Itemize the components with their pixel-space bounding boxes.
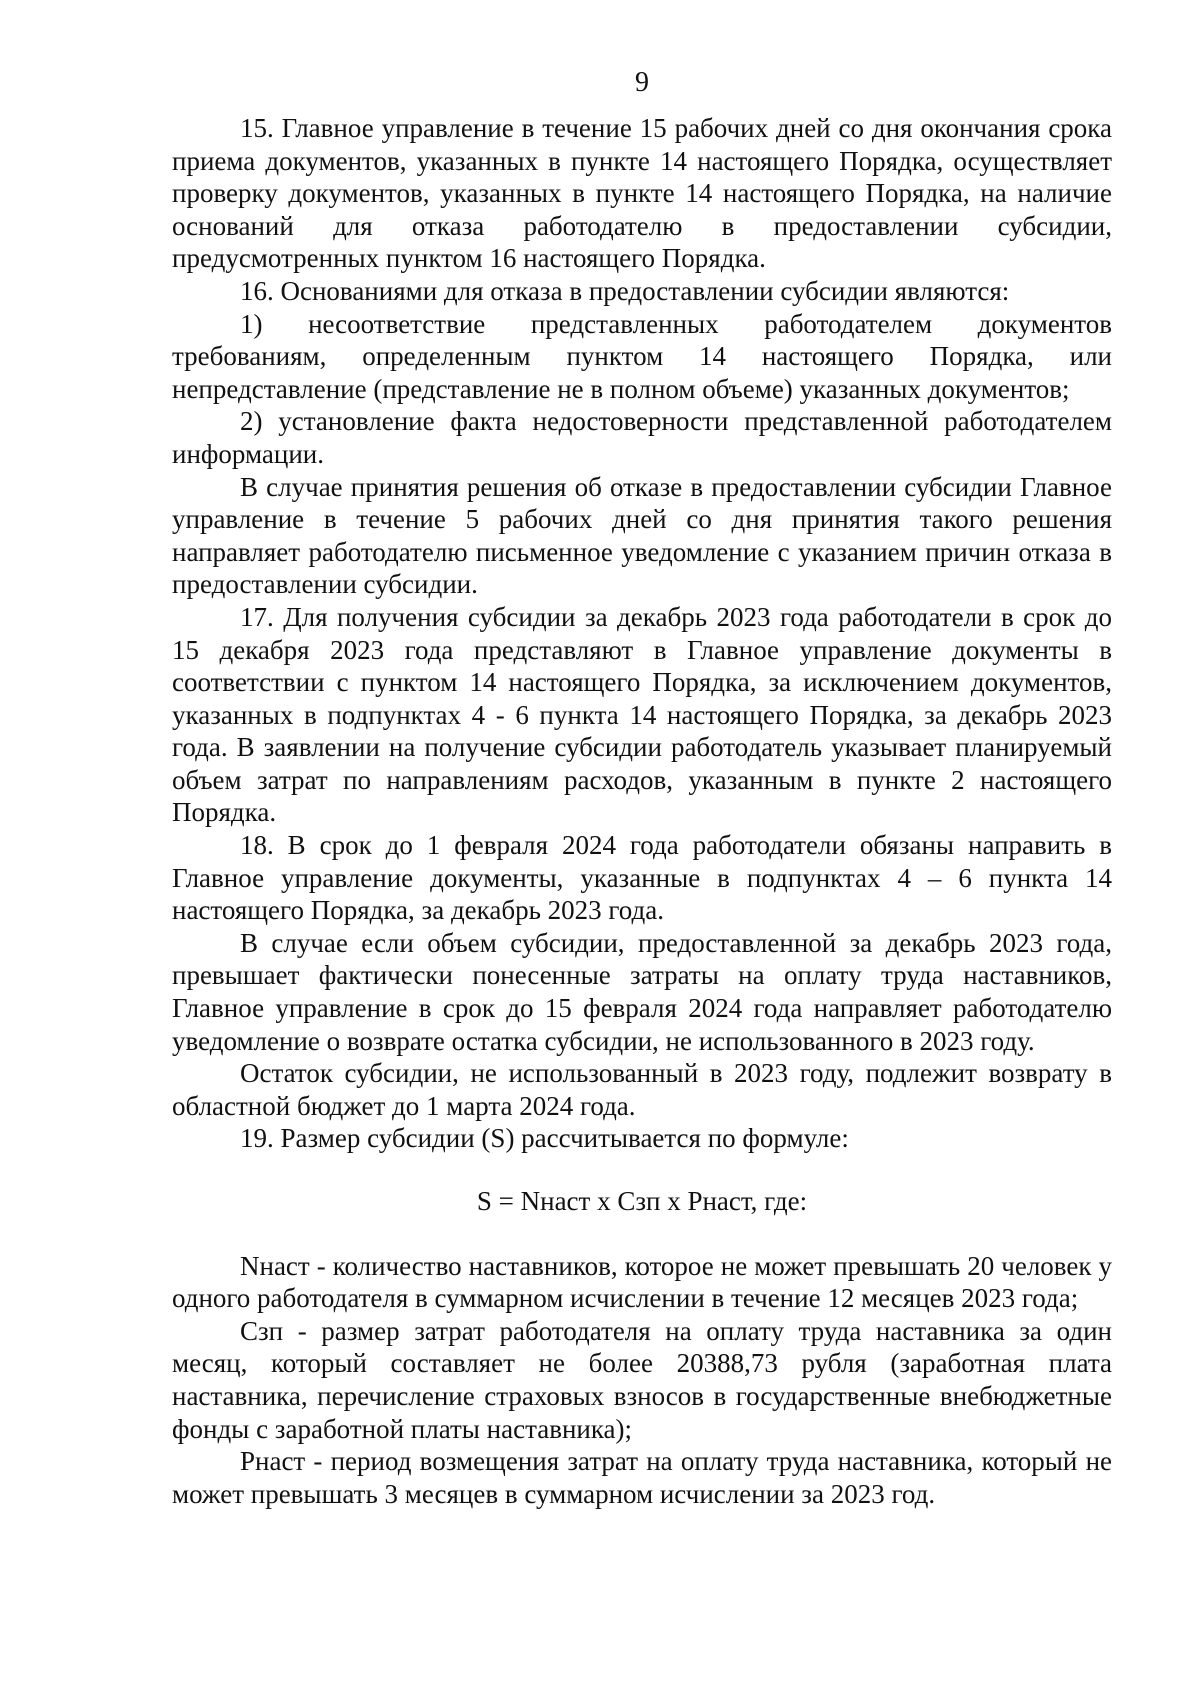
document-page xyxy=(172,60,1112,1510)
paragraph-18-remainder-return: Остаток субсидии, не использованный в 2023 году, подлежит возврату в областной бюджет до 1 марта 2024 года. xyxy=(172,1058,1112,1121)
paragraph-18-excess-notice: В случае если объем субсидии, предоставленной за декабрь 2023 года, превышает фактически понесенные затраты на оплату труда наставников, Главное управление в срок до 15 февраля 2024 года направляет работодателю уведомление о возврате остатка субсидии, не использованного в 2023 году. xyxy=(172,927,1112,1056)
paragraph-16-refusal-notice: В случае принятия решения об отказе в предоставлении субсидии Главное управление в течение 5 рабочих дней со дня принятия такого решения направляет работодателю письменное уведомление с указанием причин отказа в предоставлении субсидии. xyxy=(172,471,1112,600)
paragraph-19: 19. Размер субсидии (S) рассчитывается по формуле: xyxy=(240,1123,849,1154)
paragraph-16: 16. Основаниями для отказа в предоставлении субсидии являются: xyxy=(240,275,1010,306)
subsidy-formula: S = Nнаст x Сзп x Pнаст, где: xyxy=(476,1186,808,1216)
paragraph-16-item-1: 1) несоответствие представленных работодателем документов требованиям, определенным пунктом 14 настоящего Порядка, или непредставление (представление не в полном объеме) указанных документов; xyxy=(172,308,1112,404)
definition-s-zp: Сзп - размер затрат работодателя на оплату труда наставника за один месяц, который составляет не более 20388,73 рубля (заработная плата наставника, перечисление страховых взносов в государственные внебюджетные фонды с заработной платы наставника); xyxy=(172,1315,1112,1444)
page-number: 9 xyxy=(635,67,649,98)
paragraph-17: 17. Для получения субсидии за декабрь 2023 года работодатели в срок до 15 декабря 2023 года представляют в Главное управление документы в соответствии с пунктом 14 настоящего Порядка, за исключением документов, указанных в подпунктах 4 - 6 пункта 14 настоящего Порядка, за декабрь 2023 года. В заявлении на получение субсидии работодатель указывает планируемый объем затрат по направлениям расходов, указанным в пункте 2 настоящего Порядка. xyxy=(172,601,1112,828)
paragraph-16-item-2: 2) установление факта недостоверности представленной работодателем информации. xyxy=(172,406,1112,469)
definition-n-nast: Nнаст - количество наставников, которое не может превышать 20 человек у одного работодателя в суммарном исчислении в течение 12 месяцев 2023 года; xyxy=(172,1250,1112,1314)
definition-p-nast: Pнаст - период возмещения затрат на оплату труда наставника, который не может превышать 3 месяцев в суммарном исчислении за 2023 год. xyxy=(172,1446,1112,1509)
paragraph-15: 15. Главное управление в течение 15 рабочих дней со дня окончания срока приема документов, указанных в пункте 14 настоящего Порядка, осуществляет проверку документов, указанных в пункте 14 настоящего Порядка, на наличие оснований для отказа работодателю в предоставлении субсидии, предусмотренных пунктом 16 настоящего Порядка. xyxy=(172,113,1112,274)
paragraph-18: 18. В срок до 1 февраля 2024 года работодатели обязаны направить в Главное управление документы, указанные в подпунктах 4 – 6 пункта 14 настоящего Порядка, за декабрь 2023 года. xyxy=(172,830,1112,926)
